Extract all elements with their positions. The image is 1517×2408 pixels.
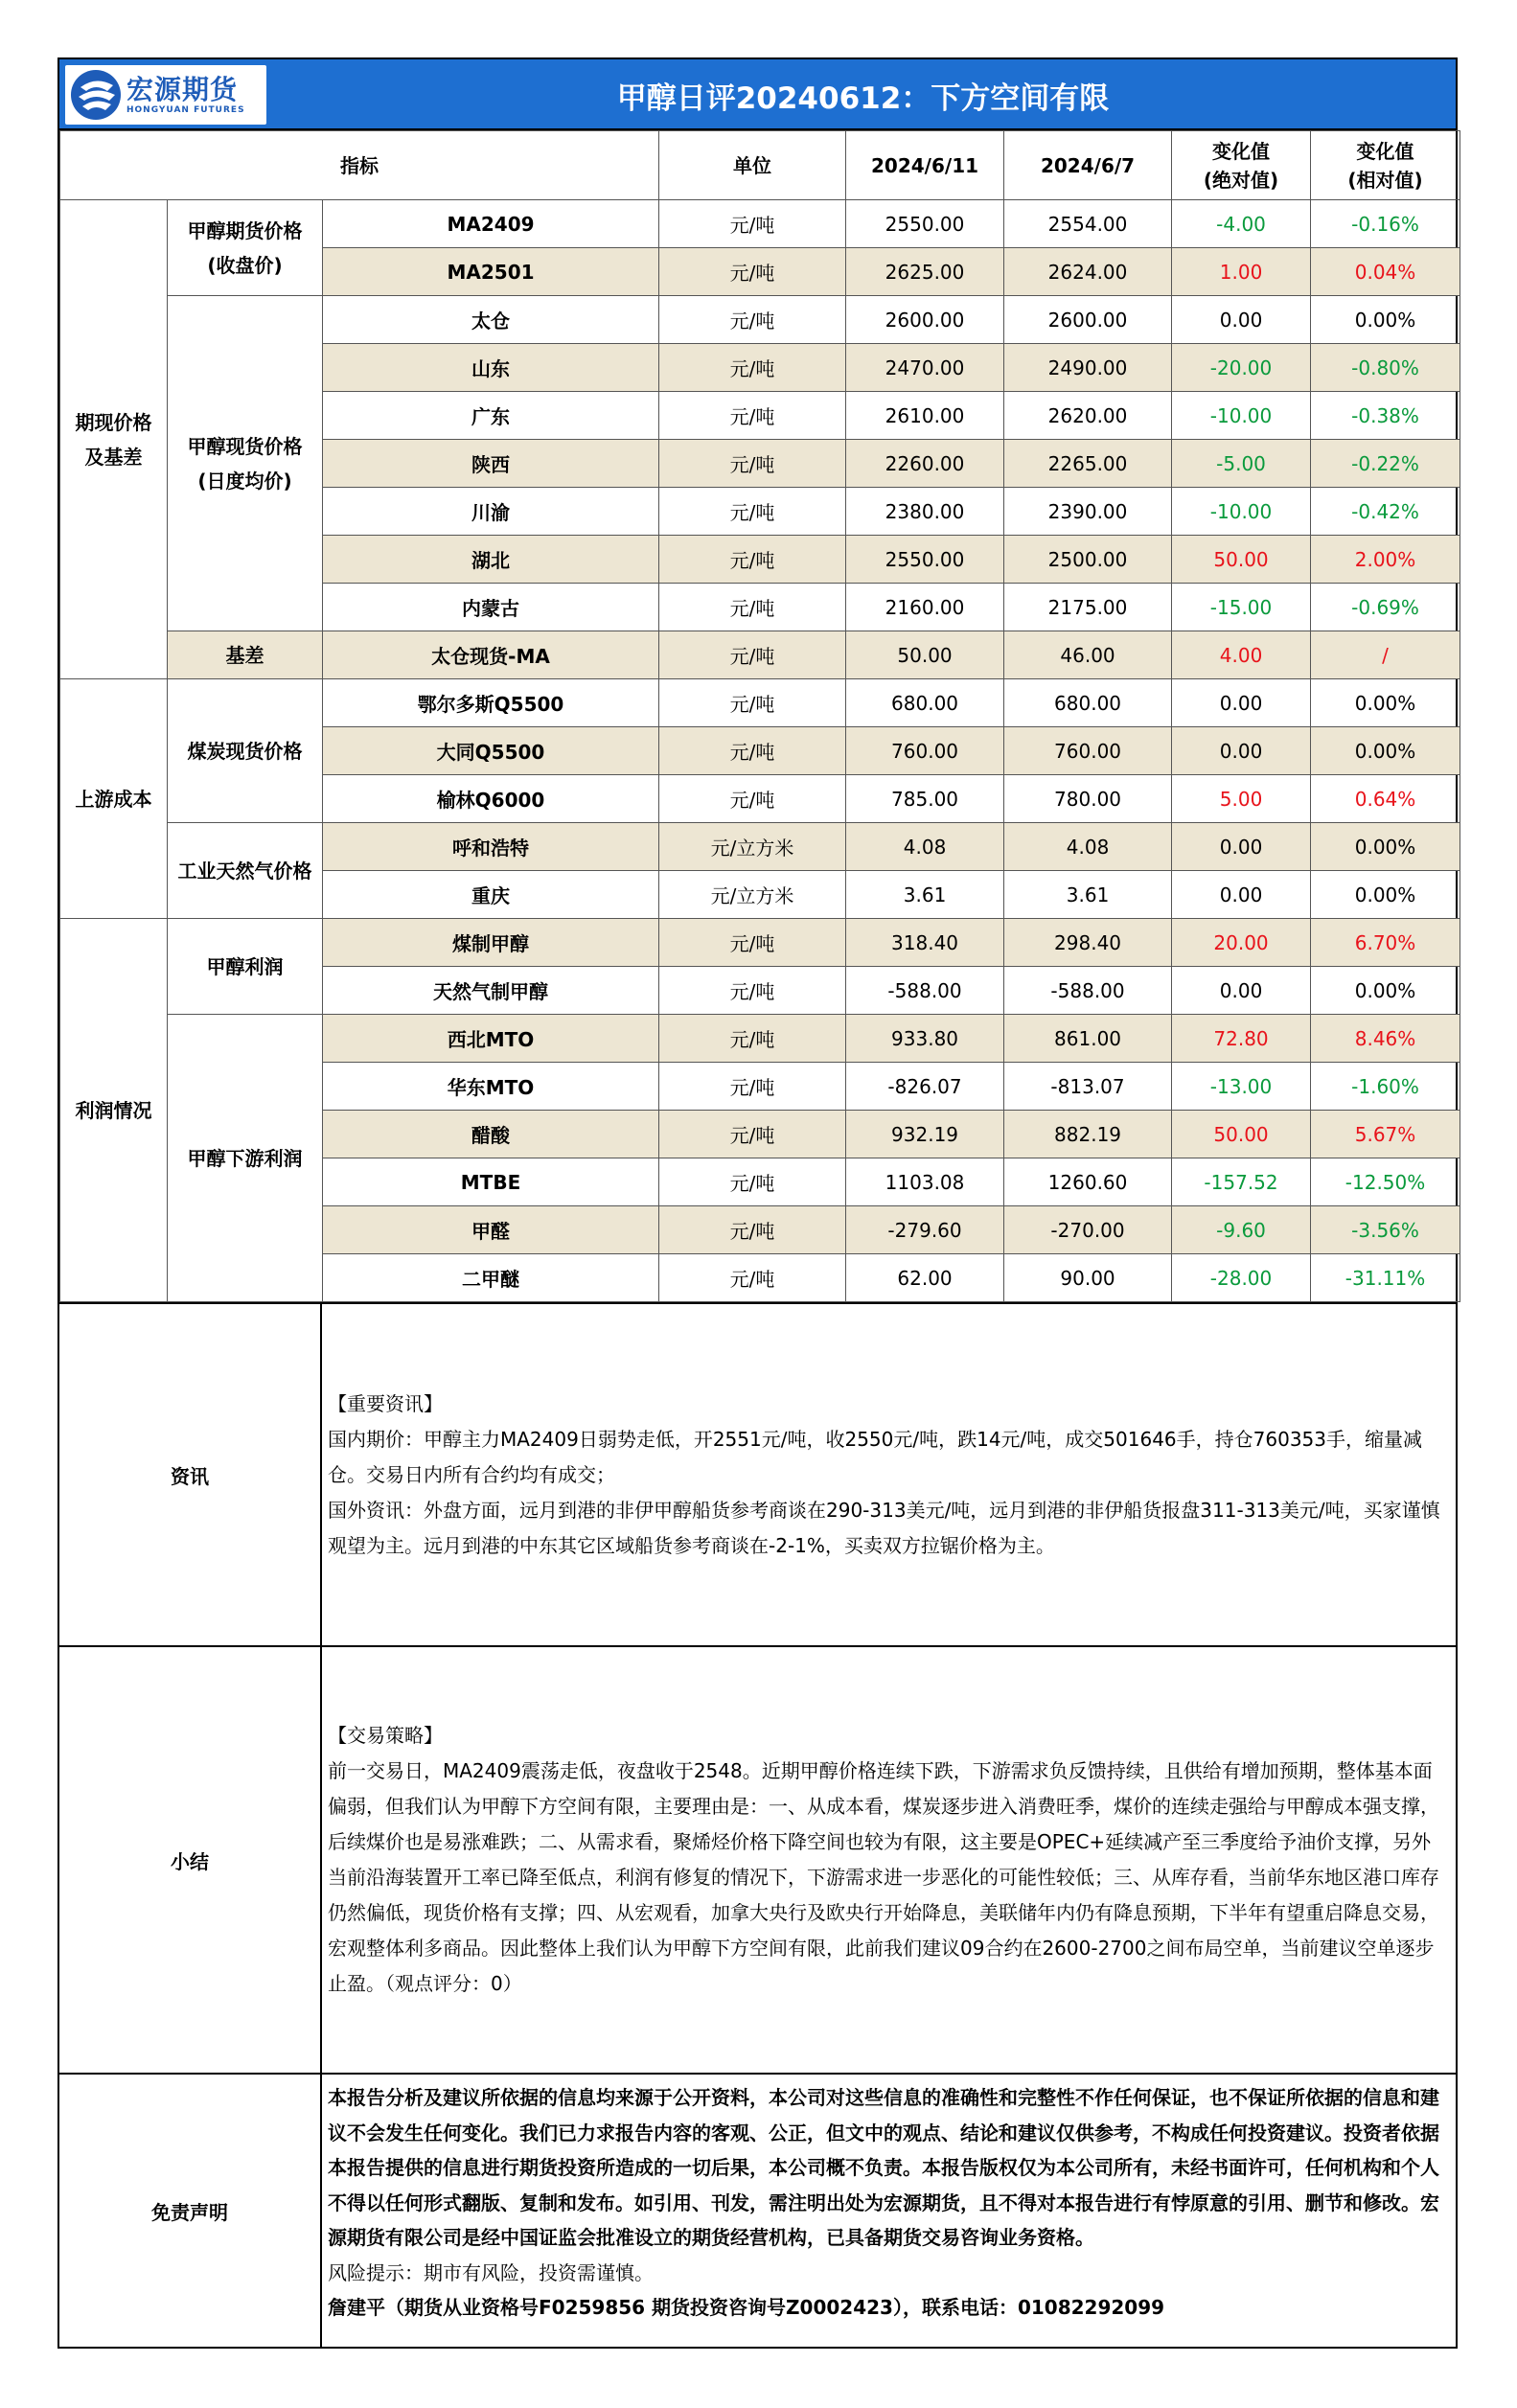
col-header-abs-change: 变化值 (绝对值)	[1172, 131, 1311, 200]
row-value-date2: -588.00	[1004, 967, 1172, 1015]
row-indicator-name: 大同Q5500	[323, 727, 659, 775]
row-abs-change: -28.00	[1172, 1254, 1311, 1302]
row-value-date2: 2490.00	[1004, 344, 1172, 392]
row-unit: 元/吨	[659, 296, 846, 344]
row-abs-change: -9.60	[1172, 1206, 1311, 1254]
title-bar	[59, 59, 1456, 130]
row-value-date1: -588.00	[846, 967, 1004, 1015]
row-unit: 元/吨	[659, 1206, 846, 1254]
row-value-date1: 932.19	[846, 1111, 1004, 1158]
row-rel-change: 0.00%	[1311, 296, 1460, 344]
row-unit: 元/吨	[659, 679, 846, 727]
subgroup-methanol-profit: 甲醇利润	[168, 919, 323, 1015]
disclaimer-body	[322, 2075, 1456, 2347]
row-value-date1: 1103.08	[846, 1158, 1004, 1206]
row-unit: 元/吨	[659, 631, 846, 679]
row-unit: 元/吨	[659, 536, 846, 584]
company-logo-icon	[69, 68, 123, 122]
row-unit: 元/吨	[659, 775, 846, 823]
row-unit: 元/吨	[659, 440, 846, 488]
row-value-date2: -813.07	[1004, 1063, 1172, 1111]
row-unit: 元/立方米	[659, 823, 846, 871]
row-rel-change: 0.64%	[1311, 775, 1460, 823]
row-value-date2: 46.00	[1004, 631, 1172, 679]
row-rel-change: -3.56%	[1311, 1206, 1460, 1254]
row-abs-change: 0.00	[1172, 296, 1311, 344]
row-abs-change: 0.00	[1172, 727, 1311, 775]
row-unit: 元/吨	[659, 1063, 846, 1111]
row-value-date2: 2600.00	[1004, 296, 1172, 344]
row-value-date2: 2624.00	[1004, 248, 1172, 296]
row-indicator-name: 呼和浩特	[323, 823, 659, 871]
row-value-date1: 2625.00	[846, 248, 1004, 296]
logo-english-name: HONGYUAN FUTURES	[126, 105, 245, 115]
row-value-date2: 2390.00	[1004, 488, 1172, 536]
row-abs-change: -5.00	[1172, 440, 1311, 488]
row-indicator-name: 川渝	[323, 488, 659, 536]
row-abs-change: 50.00	[1172, 536, 1311, 584]
disclaimer-text: 本报告分析及建议所依据的信息均来源于公开资料，本公司对这些信息的准确性和完整性不作任何保证，也不保证所依据的信息和建议不会发生任何变化。我们已力求报告内容的客观、公正，但文中的观点、结论和建议仅供参考，不构成任何投资建议。投资者依据本报告提供的信息进行期货投资所造成的一切后果，本公司概不负责。本报告版权仅为本公司所有，未经书面许可，任何机构和个人不得以任何形式翻版、复制和发布。如引用、刊发，需注明出处为宏源期货，且不得对本报告进行有悖原意的引用、删节和修改。宏源期货有限公司是经中国证监会批准设立的期货经营机构，已具备期货交易咨询业务资格。	[328, 2086, 1439, 2249]
disclaimer-label: 免责声明	[59, 2075, 322, 2347]
row-rel-change: -31.11%	[1311, 1254, 1460, 1302]
news-label: 资讯	[59, 1304, 322, 1645]
row-indicator-name: 华东MTO	[323, 1063, 659, 1111]
row-value-date1: 318.40	[846, 919, 1004, 967]
row-value-date1: 50.00	[846, 631, 1004, 679]
group-profit: 利润情况	[60, 919, 168, 1302]
row-value-date2: 90.00	[1004, 1254, 1172, 1302]
table-row	[60, 679, 1460, 727]
row-abs-change: 0.00	[1172, 679, 1311, 727]
row-abs-change: -157.52	[1172, 1158, 1311, 1206]
row-rel-change: -0.16%	[1311, 200, 1460, 248]
row-abs-change: -4.00	[1172, 200, 1311, 248]
row-unit: 元/吨	[659, 200, 846, 248]
report-title: 甲醇日评20240612：下方空间有限	[616, 80, 1110, 116]
row-value-date2: 2620.00	[1004, 392, 1172, 440]
row-value-date1: 3.61	[846, 871, 1004, 919]
row-rel-change: 6.70%	[1311, 919, 1460, 967]
row-value-date1: 680.00	[846, 679, 1004, 727]
row-indicator-name: 鄂尔多斯Q5500	[323, 679, 659, 727]
summary-label: 小结	[59, 1647, 322, 2073]
row-value-date1: 760.00	[846, 727, 1004, 775]
news-overseas: 国外资讯：外盘方面，远月到港的非伊甲醇船货参考商谈在290-313美元/吨，远月到港的非伊船货报盘311-313美元/吨，买家谨慎观望为主。远月到港的中东其它区域船货参考商谈在-2-1%，买卖双方拉锯价格为主。	[328, 1498, 1440, 1557]
row-indicator-name: 陕西	[323, 440, 659, 488]
news-heading: 【重要资讯】	[328, 1391, 443, 1415]
analyst-info: 詹建平（期货从业资格号F0259856 期货投资咨询号Z0002423），联系电话：01082292099	[328, 2296, 1165, 2319]
row-abs-change: -10.00	[1172, 392, 1311, 440]
row-indicator-name: 重庆	[323, 871, 659, 919]
row-value-date2: 2500.00	[1004, 536, 1172, 584]
row-unit: 元/吨	[659, 248, 846, 296]
row-value-date1: -826.07	[846, 1063, 1004, 1111]
row-rel-change: 0.00%	[1311, 823, 1460, 871]
report-sheet	[57, 57, 1458, 2349]
row-rel-change: -1.60%	[1311, 1063, 1460, 1111]
col-header-indicator: 指标	[60, 131, 659, 200]
row-unit: 元/吨	[659, 1111, 846, 1158]
subgroup-spot-price: 甲醇现货价格 (日度均价)	[168, 296, 323, 631]
row-value-date2: -270.00	[1004, 1206, 1172, 1254]
row-abs-change: 1.00	[1172, 248, 1311, 296]
row-value-date1: 2380.00	[846, 488, 1004, 536]
row-indicator-name: 山东	[323, 344, 659, 392]
subgroup-basis: 基差	[168, 631, 323, 679]
row-rel-change: 0.00%	[1311, 679, 1460, 727]
row-rel-change: 5.67%	[1311, 1111, 1460, 1158]
row-unit: 元/立方米	[659, 871, 846, 919]
row-value-date2: 780.00	[1004, 775, 1172, 823]
row-rel-change: -0.42%	[1311, 488, 1460, 536]
subgroup-futures-price: 甲醇期货价格 (收盘价)	[168, 200, 323, 296]
row-rel-change: -0.22%	[1311, 440, 1460, 488]
row-abs-change: 50.00	[1172, 1111, 1311, 1158]
row-unit: 元/吨	[659, 967, 846, 1015]
row-rel-change: 0.04%	[1311, 248, 1460, 296]
row-value-date2: 861.00	[1004, 1015, 1172, 1063]
subgroup-downstream-profit: 甲醇下游利润	[168, 1015, 323, 1302]
row-value-date2: 680.00	[1004, 679, 1172, 727]
table-row	[60, 296, 1460, 344]
row-value-date1: 2550.00	[846, 536, 1004, 584]
row-value-date1: 2160.00	[846, 584, 1004, 631]
row-value-date1: -279.60	[846, 1206, 1004, 1254]
row-unit: 元/吨	[659, 919, 846, 967]
row-unit: 元/吨	[659, 1015, 846, 1063]
logo-chinese-name: 宏源期货	[126, 74, 239, 105]
row-value-date2: 4.08	[1004, 823, 1172, 871]
row-abs-change: 20.00	[1172, 919, 1311, 967]
row-indicator-name: 湖北	[323, 536, 659, 584]
row-indicator-name: 煤制甲醇	[323, 919, 659, 967]
group-upstream: 上游成本	[60, 679, 168, 919]
row-abs-change: 72.80	[1172, 1015, 1311, 1063]
news-body	[322, 1304, 1456, 1645]
row-rel-change: 0.00%	[1311, 727, 1460, 775]
row-abs-change: -20.00	[1172, 344, 1311, 392]
row-abs-change: -13.00	[1172, 1063, 1311, 1111]
row-rel-change: 0.00%	[1311, 967, 1460, 1015]
subgroup-coal-price: 煤炭现货价格	[168, 679, 323, 823]
summary-body	[322, 1647, 1456, 2073]
table-row	[60, 919, 1460, 967]
row-indicator-name: MA2501	[323, 248, 659, 296]
col-header-unit: 单位	[659, 131, 846, 200]
row-value-date1: 4.08	[846, 823, 1004, 871]
row-value-date1: 2550.00	[846, 200, 1004, 248]
row-rel-change: -12.50%	[1311, 1158, 1460, 1206]
row-rel-change: -0.38%	[1311, 392, 1460, 440]
row-value-date2: 2265.00	[1004, 440, 1172, 488]
summary-text: 前一交易日，MA2409震荡走低，夜盘收于2548。近期甲醇价格连续下跌，下游需求负反馈持续，且供给有增加预期，整体基本面偏弱，但我们认为甲醇下方空间有限，主要理由是：一、从成本看，煤炭逐步进入消费旺季，煤价的连续走强给与甲醇成本强支撑，后续煤价也是易涨难跌；二、从需求看，聚烯烃价格下降空间也较为有限，这主要是OPEC+延续减产至三季度给予油价支撑，另外当前沿海装置开工率已降至低点，利润有修复的情况下，下游需求进一步恶化的可能性较低；三、从库存看，当前华东地区港口库存仍然偏低，现货价格有支撑；四、从宏观看，加拿大央行及欧央行开始降息，美联储年内仍有降息预期，下半年有望重启降息交易，宏观整体利多商品。因此整体上我们认为甲醇下方空间有限，此前我们建议09合约在2600-2700之间布局空单，当前建议空单逐步止盈。（观点评分：0）	[328, 1759, 1439, 1995]
company-logo	[65, 65, 266, 125]
row-unit: 元/吨	[659, 488, 846, 536]
row-abs-change: 0.00	[1172, 967, 1311, 1015]
row-abs-change: 0.00	[1172, 871, 1311, 919]
row-rel-change: -0.80%	[1311, 344, 1460, 392]
row-abs-change: -15.00	[1172, 584, 1311, 631]
table-row	[60, 1015, 1460, 1063]
row-value-date1: 2260.00	[846, 440, 1004, 488]
row-indicator-name: MTBE	[323, 1158, 659, 1206]
row-unit: 元/吨	[659, 584, 846, 631]
row-indicator-name: 内蒙古	[323, 584, 659, 631]
table-row	[60, 631, 1460, 679]
row-value-date1: 933.80	[846, 1015, 1004, 1063]
row-abs-change: -10.00	[1172, 488, 1311, 536]
row-indicator-name: 西北MTO	[323, 1015, 659, 1063]
table-row	[60, 823, 1460, 871]
table-row	[60, 200, 1460, 248]
row-indicator-name: 甲醛	[323, 1206, 659, 1254]
row-unit: 元/吨	[659, 1254, 846, 1302]
summary-heading: 【交易策略】	[328, 1724, 443, 1747]
row-value-date1: 2470.00	[846, 344, 1004, 392]
row-indicator-name: MA2409	[323, 200, 659, 248]
row-indicator-name: 榆林Q6000	[323, 775, 659, 823]
row-rel-change: /	[1311, 631, 1460, 679]
row-indicator-name: 二甲醚	[323, 1254, 659, 1302]
row-unit: 元/吨	[659, 1158, 846, 1206]
row-unit: 元/吨	[659, 344, 846, 392]
row-abs-change: 4.00	[1172, 631, 1311, 679]
row-indicator-name: 太仓现货-MA	[323, 631, 659, 679]
summary-section	[59, 1645, 1456, 2073]
indicator-table	[59, 130, 1460, 1302]
subgroup-gas-price: 工业天然气价格	[168, 823, 323, 919]
row-indicator-name: 天然气制甲醇	[323, 967, 659, 1015]
col-header-date2: 2024/6/7	[1004, 131, 1172, 200]
row-value-date2: 3.61	[1004, 871, 1172, 919]
row-unit: 元/吨	[659, 392, 846, 440]
row-value-date1: 785.00	[846, 775, 1004, 823]
row-value-date2: 298.40	[1004, 919, 1172, 967]
risk-warning: 风险提示：期市有风险，投资需谨慎。	[328, 2260, 654, 2284]
row-abs-change: 5.00	[1172, 775, 1311, 823]
row-value-date2: 882.19	[1004, 1111, 1172, 1158]
col-header-rel-change: 变化值 (相对值)	[1311, 131, 1460, 200]
table-header-row	[60, 131, 1460, 200]
news-section	[59, 1302, 1456, 1645]
row-rel-change: 8.46%	[1311, 1015, 1460, 1063]
row-value-date2: 2175.00	[1004, 584, 1172, 631]
row-value-date2: 760.00	[1004, 727, 1172, 775]
row-value-date1: 62.00	[846, 1254, 1004, 1302]
group-spot-futures: 期现价格 及基差	[60, 200, 168, 679]
row-rel-change: 0.00%	[1311, 871, 1460, 919]
disclaimer-section	[59, 2073, 1456, 2347]
row-indicator-name: 太仓	[323, 296, 659, 344]
row-value-date2: 2554.00	[1004, 200, 1172, 248]
col-header-date1: 2024/6/11	[846, 131, 1004, 200]
row-value-date1: 2600.00	[846, 296, 1004, 344]
row-value-date2: 1260.60	[1004, 1158, 1172, 1206]
row-value-date1: 2610.00	[846, 392, 1004, 440]
row-rel-change: 2.00%	[1311, 536, 1460, 584]
row-indicator-name: 醋酸	[323, 1111, 659, 1158]
row-unit: 元/吨	[659, 727, 846, 775]
row-indicator-name: 广东	[323, 392, 659, 440]
row-rel-change: -0.69%	[1311, 584, 1460, 631]
news-domestic: 国内期价：甲醇主力MA2409日弱势走低，开2551元/吨，收2550元/吨，跌14元/吨，成交501646手，持仓760353手，缩量减仓。交易日内所有合约均有成交；	[328, 1427, 1422, 1486]
row-abs-change: 0.00	[1172, 823, 1311, 871]
